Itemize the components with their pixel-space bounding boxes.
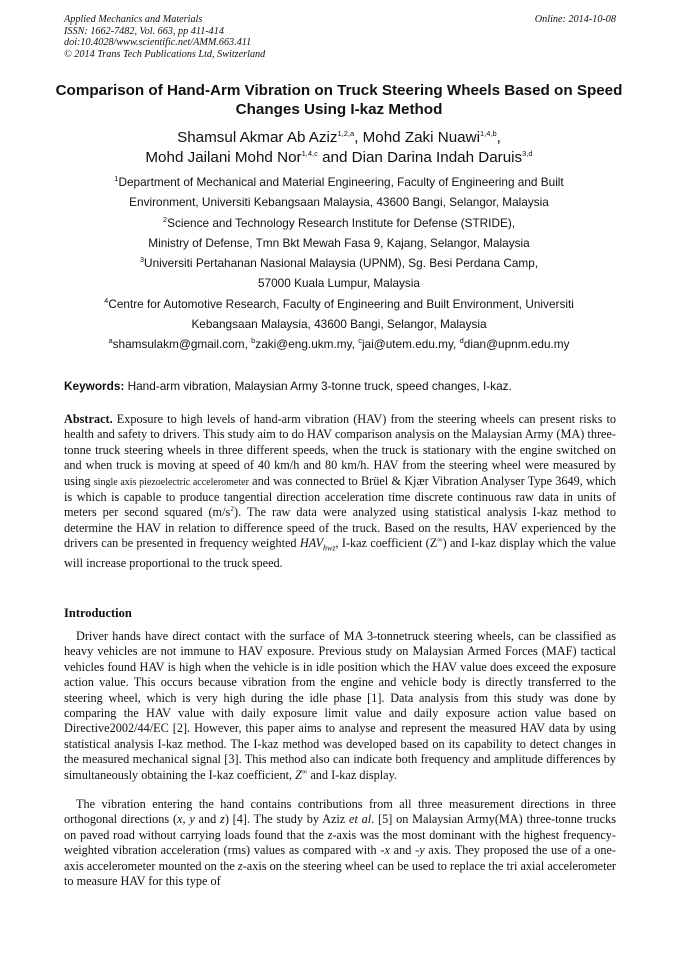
affil-line: Universiti Pertahanan Nasional Malaysia (UPNM), Sg. Besi Perdana Camp, xyxy=(144,256,539,271)
keywords xyxy=(64,379,616,393)
paragraph-text: ) [4]. The study by Aziz xyxy=(224,812,350,827)
author-list xyxy=(40,128,638,168)
affil-marker: 2 xyxy=(162,214,168,224)
paragraph-text: The vibration entering the hand contains contributions from all three measurement directions in three orthogonal directions ( xyxy=(64,797,616,827)
affil-line: Centre for Automotive Research, Faculty of Engineering and Built Environment, Universiti xyxy=(108,296,574,311)
email-marker: a xyxy=(108,336,113,346)
abstract-label: Abstract. xyxy=(64,412,113,426)
paragraph-text: -axis was the most dominant with the highest frequency-weighted vibration acceleration (rms) values as compared with xyxy=(64,827,617,858)
z-symbol: Z xyxy=(295,767,302,782)
paragraph-text: and xyxy=(194,812,221,827)
email: jai@utem.edu.my, xyxy=(361,337,460,352)
author-affil: 1,2,a xyxy=(337,128,355,138)
abstract xyxy=(64,412,616,572)
email: zaki@eng.ukm.my, xyxy=(255,337,359,352)
affil-line: Science and Technology Research Institute for Defense (STRIDE), xyxy=(167,215,516,230)
italic-text: z xyxy=(220,812,225,827)
superscript: ∞ xyxy=(301,766,308,776)
journal-name: Applied Mechanics and Materials xyxy=(64,14,203,25)
email-marker: d xyxy=(459,336,464,346)
doi: doi:10.4028/www.scientific.net/AMM.663.411 xyxy=(64,37,252,48)
keywords-text: Hand-arm vibration, Malaysian Army 3-tonne truck, speed changes, I-kaz. xyxy=(124,379,512,393)
superscript: 2 xyxy=(230,504,235,514)
paragraph xyxy=(64,797,616,889)
paragraph-text: and xyxy=(389,843,416,858)
abstract-text: ) and I-kaz display which the value will increase proportional to the truck speed. xyxy=(64,536,616,571)
author-name: , Mohd Zaki Nuawi xyxy=(354,129,480,146)
paragraph xyxy=(64,629,616,783)
paragraph-text: -axis on the steering wheel can be used to replace the tri axial accelerometer to measure HAV for this type of xyxy=(64,858,617,889)
online-date: Online: 2014-10-08 xyxy=(534,14,616,25)
italic-text: z xyxy=(237,858,243,873)
affil-marker: 1 xyxy=(114,174,119,184)
abstract-text: ). The raw data were analyzed using statistical analysis I-kaz method to determine the HAV in relation to difference speed of the truck. Based on the results, HAV experienced by the drivers can be presented in frequency weighted xyxy=(64,505,616,551)
affil-marker: 4 xyxy=(104,295,109,305)
author-affil: 1,4,b xyxy=(479,128,497,138)
paragraph-text: . [5] on Malaysian Army(MA) three-tonne trucks on paved road without carrying loads found that the xyxy=(64,812,617,842)
italic-text: et al xyxy=(349,812,372,827)
email-marker: b xyxy=(251,336,256,346)
email-marker: c xyxy=(358,336,362,346)
affil-line: Ministry of Defense, Tmn Bkt Mewah Fasa 9, Kajang, Selangor, Malaysia xyxy=(148,235,530,250)
paper-title: Comparison of Hand-Arm Vibration on Truck Steering Wheels Based on Speed Changes Using I-kaz Method xyxy=(55,82,623,118)
author-affil: 1,4,c xyxy=(301,148,318,158)
email: shamsulakm@gmail.com, xyxy=(112,337,252,352)
paragraph-text: Driver hands have direct contact with the surface of MA 3-tonnetruck steering wheels, can be classified as heavy vehicles are not immune to HAV exposure. Previous study on Malaysian Armed Forces (MAF) tactical vehicles found HAV is high when the vehicle is in idle position which the HAV value does exceed the exposure action value. This occurs because vibration from the engine and vehicle body is directly transferred to the steering wheel, which is very high during the idle phase [1]. Data analysis from this study was done by comparing the HAV value with daily exposure limit value and daily exposure action value based on Directive2002/44/EC [2]. However, this paper aims to analyse and represent the measured HAV data by using statistical analysis I-kaz method. The I-kaz method was developed based on its capability to detect changes in the measured mechanical signal [3]. This method also can indicate both frequency and amplitude differences by simultaneously obtaining the I-kaz coefficient, xyxy=(64,629,616,782)
hav-symbol: HAV xyxy=(299,536,324,551)
affil-line: 57000 Kuala Lumpur, Malaysia xyxy=(258,276,420,291)
author-sep: , xyxy=(496,129,501,146)
journal-header xyxy=(64,14,616,60)
paragraph-text: axis. They proposed the use of a one-axis accelerometer mounted on the xyxy=(64,843,616,873)
section-heading: Introduction xyxy=(64,606,132,620)
author-affil: 3,d xyxy=(522,148,533,158)
italic-text: -x xyxy=(380,843,390,858)
affil-marker: 3 xyxy=(139,255,145,265)
author-name: Mohd Jailani Mohd Nor xyxy=(145,149,302,166)
abstract-text: single axis piezoelectric accelerometer xyxy=(93,476,249,488)
affil-line: Department of Mechanical and Material Engineering, Faculty of Engineering and Built xyxy=(118,175,564,189)
abstract-text: , I-kaz coefficient (Z xyxy=(335,536,438,551)
copyright: © 2014 Trans Tech Publications Ltd, Switzerland xyxy=(64,48,266,60)
hav-subscript: hwz xyxy=(323,543,336,553)
affil-line: Kebangsaan Malaysia, 43600 Bangi, Selangor, Malaysia xyxy=(191,317,487,332)
keywords-label: Keywords: xyxy=(64,379,125,393)
italic-text: -y xyxy=(415,843,425,858)
italic-text: z xyxy=(327,827,333,842)
author-name: and Dian Darina Indah Daruis xyxy=(317,149,523,166)
paragraph-text: and I-kaz display. xyxy=(307,767,397,782)
affiliations xyxy=(40,172,638,355)
italic-text: x, y xyxy=(177,812,195,827)
abstract-text: and was connected to Brüel & Kjær Vibration Analyser Type 3649, which is which is capable to produce tangential direction acceleration time discrete continuous raw data in units of meters per second squared (m/s xyxy=(64,473,616,520)
author-name: Shamsul Akmar Ab Aziz xyxy=(177,129,338,146)
superscript: ∞ xyxy=(437,535,443,545)
abstract-text: Exposure to high levels of hand-arm vibration (HAV) from the steering wheels can present risks to health and safety to drivers. This study aim to do HAV comparison analysis on the Malaysian Army (MA) three-tonne truck steering wheels in three different speeds, when the truck is stationary with the engine switched on and when truck is moving at speed of 40 km/h and 80 km/h. HAV from the steering wheel were measured by using xyxy=(64,412,616,488)
issn: ISSN: 1662-7482, Vol. 663, pp 411-414 xyxy=(64,25,224,37)
email: dian@upnm.edu.my xyxy=(463,337,570,352)
affil-line: Environment, Universiti Kebangsaan Malaysia, 43600 Bangi, Selangor, Malaysia xyxy=(129,195,549,210)
